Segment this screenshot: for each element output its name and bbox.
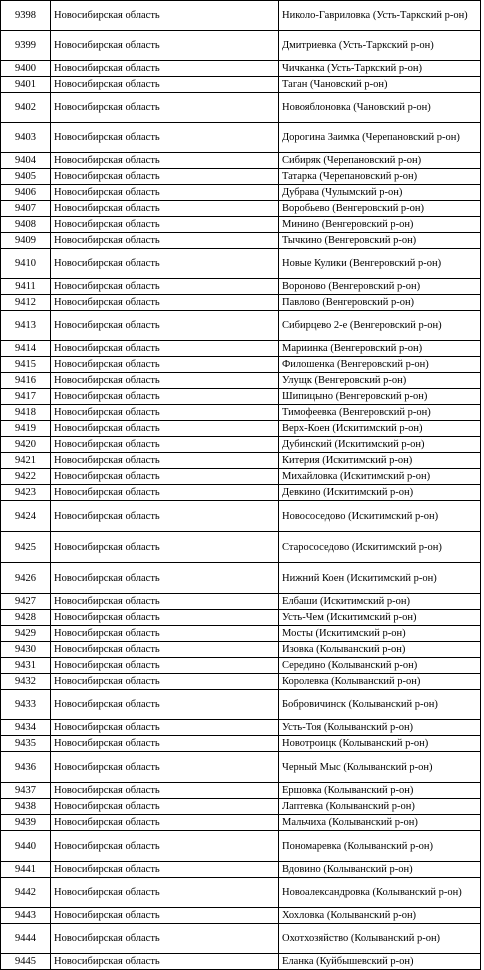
- region-cell: Новосибирская область: [51, 752, 279, 783]
- region-cell: Новосибирская область: [51, 123, 279, 153]
- settlement-cell: Улущк (Венгеровский р-он): [279, 373, 481, 389]
- settlement-cell: Дубрава (Чулымский р-он): [279, 185, 481, 201]
- region-cell: Новосибирская область: [51, 169, 279, 185]
- region-cell: Новосибирская область: [51, 690, 279, 720]
- region-cell: Новосибирская область: [51, 862, 279, 878]
- region-cell: Новосибирская область: [51, 295, 279, 311]
- settlement-cell: Татарка (Черепановский р-он): [279, 169, 481, 185]
- region-cell: Новосибирская область: [51, 389, 279, 405]
- row-number-cell: 9398: [1, 1, 51, 31]
- settlement-cell: Таган (Чановский р-он): [279, 77, 481, 93]
- row-number-cell: 9421: [1, 453, 51, 469]
- table-row: [1, 720, 481, 736]
- table-row: [1, 31, 481, 61]
- row-number-cell: 9435: [1, 736, 51, 752]
- row-number-cell: 9422: [1, 469, 51, 485]
- row-number-cell: 9445: [1, 954, 51, 970]
- settlement-cell: Верх-Коен (Искитимский р-он): [279, 421, 481, 437]
- row-number-cell: 9424: [1, 501, 51, 532]
- table-row: [1, 658, 481, 674]
- region-cell: Новосибирская область: [51, 233, 279, 249]
- table-row: [1, 642, 481, 658]
- row-number-cell: 9416: [1, 373, 51, 389]
- table-row: [1, 185, 481, 201]
- settlement-cell: Дорогина Заимка (Черепановский р-он): [279, 123, 481, 153]
- region-cell: Новосибирская область: [51, 485, 279, 501]
- table-row: [1, 831, 481, 862]
- region-cell: Новосибирская область: [51, 341, 279, 357]
- settlement-cell: Королевка (Колыванский р-он): [279, 674, 481, 690]
- settlement-cell: Вороново (Венгеровский р-он): [279, 279, 481, 295]
- settlement-cell: Усть-Тоя (Колыванский р-он): [279, 720, 481, 736]
- row-number-cell: 9423: [1, 485, 51, 501]
- row-number-cell: 9402: [1, 93, 51, 123]
- table-row: [1, 783, 481, 799]
- table-row: [1, 295, 481, 311]
- settlement-cell: Середино (Колыванский р-он): [279, 658, 481, 674]
- region-cell: Новосибирская область: [51, 736, 279, 752]
- region-cell: Новосибирская область: [51, 469, 279, 485]
- region-cell: Новосибирская область: [51, 61, 279, 77]
- region-cell: Новосибирская область: [51, 405, 279, 421]
- settlement-cell: Тычкино (Венгеровский р-он): [279, 233, 481, 249]
- table-row: [1, 357, 481, 373]
- region-cell: Новосибирская область: [51, 201, 279, 217]
- region-cell: Новосибирская область: [51, 658, 279, 674]
- row-number-cell: 9411: [1, 279, 51, 295]
- table-row: [1, 421, 481, 437]
- table-row: [1, 532, 481, 563]
- region-cell: Новосибирская область: [51, 357, 279, 373]
- table-row: [1, 674, 481, 690]
- region-cell: Новосибирская область: [51, 783, 279, 799]
- row-number-cell: 9408: [1, 217, 51, 233]
- region-cell: Новосибирская область: [51, 908, 279, 924]
- row-number-cell: 9437: [1, 783, 51, 799]
- table-row: [1, 501, 481, 532]
- table-row: [1, 610, 481, 626]
- region-cell: Новосибирская область: [51, 532, 279, 563]
- region-cell: Новосибирская область: [51, 311, 279, 341]
- region-cell: Новосибирская область: [51, 626, 279, 642]
- settlement-cell: Бобровичинск (Колыванский р-он): [279, 690, 481, 720]
- settlement-cell: Мальчиха (Колыванский р-он): [279, 815, 481, 831]
- row-number-cell: 9429: [1, 626, 51, 642]
- row-number-cell: 9414: [1, 341, 51, 357]
- region-cell: Новосибирская область: [51, 642, 279, 658]
- table-row: [1, 690, 481, 720]
- region-cell: Новосибирская область: [51, 421, 279, 437]
- settlement-cell: Сибиряк (Черепановский р-он): [279, 153, 481, 169]
- settlement-cell: Михайловка (Искитимский р-он): [279, 469, 481, 485]
- settlement-cell: Шипицыно (Венгеровский р-он): [279, 389, 481, 405]
- row-number-cell: 9404: [1, 153, 51, 169]
- settlement-cell: Дубинский (Искитимский р-он): [279, 437, 481, 453]
- region-cell: Новосибирская область: [51, 594, 279, 610]
- table-row: [1, 469, 481, 485]
- table-row: [1, 594, 481, 610]
- row-number-cell: 9431: [1, 658, 51, 674]
- table-row: [1, 862, 481, 878]
- settlement-cell: Ершовка (Колыванский р-он): [279, 783, 481, 799]
- region-cell: Новосибирская область: [51, 373, 279, 389]
- table-row: [1, 373, 481, 389]
- region-cell: Новосибирская область: [51, 279, 279, 295]
- settlement-cell: Мариинка (Венгеровский р-он): [279, 341, 481, 357]
- region-cell: Новосибирская область: [51, 924, 279, 954]
- table-row: [1, 736, 481, 752]
- row-number-cell: 9432: [1, 674, 51, 690]
- settlement-cell: Старососедово (Искитимский р-он): [279, 532, 481, 563]
- table-row: [1, 61, 481, 77]
- row-number-cell: 9443: [1, 908, 51, 924]
- settlement-cell: Павлово (Венгеровский р-он): [279, 295, 481, 311]
- table-row: [1, 954, 481, 970]
- row-number-cell: 9412: [1, 295, 51, 311]
- table-row: [1, 153, 481, 169]
- region-cell: Новосибирская область: [51, 610, 279, 626]
- settlement-cell: Мосты (Искитимский р-он): [279, 626, 481, 642]
- row-number-cell: 9419: [1, 421, 51, 437]
- table-row: [1, 799, 481, 815]
- region-cell: Новосибирская область: [51, 831, 279, 862]
- settlement-cell: Вдовино (Колыванский р-он): [279, 862, 481, 878]
- region-cell: Новосибирская область: [51, 217, 279, 233]
- table-row: [1, 93, 481, 123]
- row-number-cell: 9418: [1, 405, 51, 421]
- row-number-cell: 9433: [1, 690, 51, 720]
- table-row: [1, 626, 481, 642]
- settlement-cell: Еланка (Куйбышевский р-он): [279, 954, 481, 970]
- settlement-cell: Николо-Гавриловка (Усть-Таркский р-он): [279, 1, 481, 31]
- row-number-cell: 9400: [1, 61, 51, 77]
- settlement-cell: Китерия (Искитимский р-он): [279, 453, 481, 469]
- table-row: [1, 311, 481, 341]
- region-cell: Новосибирская область: [51, 563, 279, 594]
- table-body: [1, 1, 481, 970]
- row-number-cell: 9426: [1, 563, 51, 594]
- region-cell: Новосибирская область: [51, 31, 279, 61]
- region-cell: Новосибирская область: [51, 77, 279, 93]
- table-row: [1, 77, 481, 93]
- settlement-cell: Сибирцево 2-е (Венгеровский р-он): [279, 311, 481, 341]
- table-row: [1, 233, 481, 249]
- settlement-cell: Новососедово (Искитимский р-он): [279, 501, 481, 532]
- settlement-cell: Лаптевка (Колыванский р-он): [279, 799, 481, 815]
- table-row: [1, 217, 481, 233]
- settlement-cell: Нижний Коен (Искитимский р-он): [279, 563, 481, 594]
- row-number-cell: 9415: [1, 357, 51, 373]
- table-row: [1, 437, 481, 453]
- settlement-cell: Усть-Чем (Искитимский р-он): [279, 610, 481, 626]
- region-cell: Новосибирская область: [51, 1, 279, 31]
- row-number-cell: 9410: [1, 249, 51, 279]
- row-number-cell: 9441: [1, 862, 51, 878]
- row-number-cell: 9436: [1, 752, 51, 783]
- region-cell: Новосибирская область: [51, 453, 279, 469]
- settlement-cell: Черный Мыс (Колыванский р-он): [279, 752, 481, 783]
- row-number-cell: 9438: [1, 799, 51, 815]
- settlement-cell: Хохловка (Колыванский р-он): [279, 908, 481, 924]
- region-cell: Новосибирская область: [51, 878, 279, 908]
- row-number-cell: 9407: [1, 201, 51, 217]
- settlement-cell: Елбаши (Искитимский р-он): [279, 594, 481, 610]
- row-number-cell: 9399: [1, 31, 51, 61]
- settlement-cell: Новояблоновка (Чановский р-он): [279, 93, 481, 123]
- region-cell: Новосибирская область: [51, 185, 279, 201]
- table-row: [1, 201, 481, 217]
- settlement-cell: Филошенка (Венгеровский р-он): [279, 357, 481, 373]
- table-row: [1, 908, 481, 924]
- settlement-cell: Дмитриевка (Усть-Таркский р-он): [279, 31, 481, 61]
- settlement-cell: Тимофеевка (Венгеровский р-он): [279, 405, 481, 421]
- table-row: [1, 752, 481, 783]
- row-number-cell: 9427: [1, 594, 51, 610]
- row-number-cell: 9440: [1, 831, 51, 862]
- table-row: [1, 563, 481, 594]
- table-row: [1, 878, 481, 908]
- table-row: [1, 169, 481, 185]
- region-cell: Новосибирская область: [51, 674, 279, 690]
- table-row: [1, 815, 481, 831]
- region-cell: Новосибирская область: [51, 93, 279, 123]
- row-number-cell: 9403: [1, 123, 51, 153]
- table-row: [1, 453, 481, 469]
- settlement-cell: Воробьево (Венгеровский р-он): [279, 201, 481, 217]
- region-cell: Новосибирская область: [51, 720, 279, 736]
- row-number-cell: 9442: [1, 878, 51, 908]
- table-row: [1, 405, 481, 421]
- settlement-cell: Чичканка (Усть-Таркский р-он): [279, 61, 481, 77]
- table-row: [1, 341, 481, 357]
- row-number-cell: 9444: [1, 924, 51, 954]
- table-row: [1, 924, 481, 954]
- settlement-cell: Пономаревка (Колыванский р-он): [279, 831, 481, 862]
- settlement-cell: Минино (Венгеровский р-он): [279, 217, 481, 233]
- row-number-cell: 9428: [1, 610, 51, 626]
- row-number-cell: 9413: [1, 311, 51, 341]
- row-number-cell: 9434: [1, 720, 51, 736]
- region-cell: Новосибирская область: [51, 501, 279, 532]
- table-row: [1, 279, 481, 295]
- table-row: [1, 249, 481, 279]
- region-cell: Новосибирская область: [51, 799, 279, 815]
- row-number-cell: 9406: [1, 185, 51, 201]
- region-cell: Новосибирская область: [51, 249, 279, 279]
- row-number-cell: 9405: [1, 169, 51, 185]
- settlement-cell: Изовка (Колыванский р-он): [279, 642, 481, 658]
- region-cell: Новосибирская область: [51, 815, 279, 831]
- row-number-cell: 9417: [1, 389, 51, 405]
- row-number-cell: 9439: [1, 815, 51, 831]
- row-number-cell: 9425: [1, 532, 51, 563]
- table-row: [1, 485, 481, 501]
- row-number-cell: 9430: [1, 642, 51, 658]
- row-number-cell: 9420: [1, 437, 51, 453]
- row-number-cell: 9409: [1, 233, 51, 249]
- settlement-cell: Охотхозяйство (Колыванский р-он): [279, 924, 481, 954]
- table-row: [1, 389, 481, 405]
- settlement-cell: Новоалександровка (Колыванский р-он): [279, 878, 481, 908]
- table-row: [1, 123, 481, 153]
- region-cell: Новосибирская область: [51, 437, 279, 453]
- settlement-cell: Новотроицк (Колыванский р-он): [279, 736, 481, 752]
- table-row: [1, 1, 481, 31]
- settlement-cell: Новые Кулики (Венгеровский р-он): [279, 249, 481, 279]
- settlement-cell: Девкино (Искитимский р-он): [279, 485, 481, 501]
- row-number-cell: 9401: [1, 77, 51, 93]
- region-cell: Новосибирская область: [51, 153, 279, 169]
- region-cell: Новосибирская область: [51, 954, 279, 970]
